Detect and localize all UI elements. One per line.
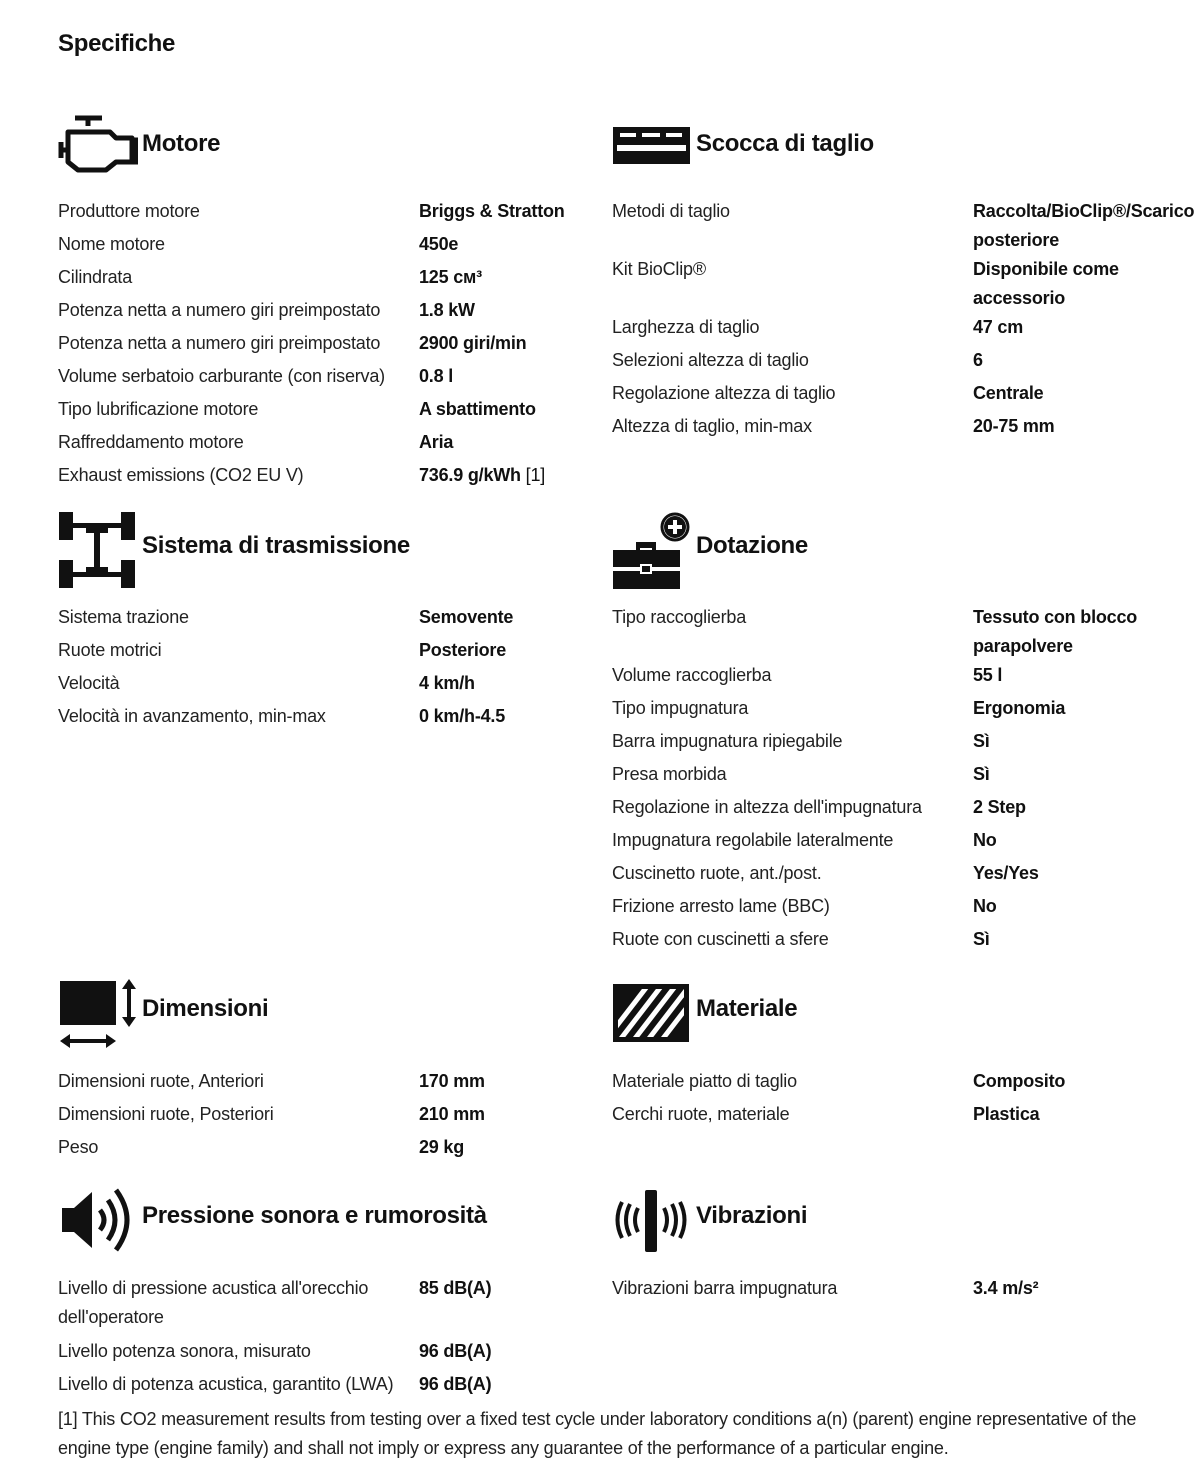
- spec-label: Tipo impugnatura: [612, 698, 749, 718]
- spec-row: [612, 1100, 1145, 1129]
- spec-value: Disponibile come accessorio: [973, 259, 1119, 308]
- spec-value: Plastica: [973, 1104, 1040, 1124]
- spec-label: Impugnatura regolabile lateralmente: [612, 830, 894, 850]
- spec-value: Raccolta/BioClip®/Scarico posteriore: [973, 201, 1195, 250]
- spec-row: [58, 329, 579, 358]
- spec-label: Potenza netta a numero giri preimpostato: [58, 300, 381, 320]
- spec-label: Nome motore: [58, 234, 165, 254]
- spec-label: Ruote motrici: [58, 640, 162, 660]
- spec-value: 47 cm: [973, 317, 1024, 337]
- spec-list: [612, 1067, 1145, 1129]
- spec-row: [58, 702, 579, 731]
- spec-row: [58, 197, 579, 226]
- spec-value: No: [973, 830, 997, 850]
- section-title: Sistema di trasmissione: [142, 532, 410, 559]
- spec-row: [58, 1370, 579, 1399]
- spec-value: Sì: [973, 764, 990, 784]
- spec-row: [58, 669, 579, 698]
- spec-row: [612, 379, 1145, 408]
- spec-label: Cerchi ruote, materiale: [612, 1104, 790, 1124]
- spec-value: 29 kg: [419, 1137, 465, 1157]
- spec-label: Altezza di taglio, min-max: [612, 416, 812, 436]
- spec-label: Volume serbatoio carburante (con riserva): [58, 366, 385, 386]
- spec-value: 96 dB(A): [419, 1341, 492, 1361]
- spec-list: [58, 1067, 579, 1162]
- spec-label: Kit BioClip®: [612, 259, 706, 279]
- engine-icon: [58, 110, 138, 190]
- spec-value: Semovente: [419, 607, 514, 627]
- spec-row: [612, 1067, 1145, 1096]
- spec-value: Centrale: [973, 383, 1044, 403]
- spec-value: 170 mm: [419, 1071, 485, 1091]
- spec-row: [58, 1133, 579, 1162]
- spec-label: Regolazione altezza di taglio: [612, 383, 836, 403]
- spec-label: Dimensioni ruote, Posteriori: [58, 1104, 274, 1124]
- section-title: Vibrazioni: [696, 1202, 808, 1229]
- page-title: Specifiche: [58, 30, 176, 57]
- spec-value: 4 km/h: [419, 673, 475, 693]
- spec-value: 96 dB(A): [419, 1374, 492, 1394]
- spec-label: Livello potenza sonora, misurato: [58, 1341, 311, 1361]
- spec-value: 210 mm: [419, 1104, 485, 1124]
- spec-list: [58, 1274, 579, 1399]
- drivetrain-icon: [58, 512, 138, 592]
- spec-label: Velocità in avanzamento, min-max: [58, 706, 326, 726]
- spec-label: Produttore motore: [58, 201, 200, 221]
- spec-label: Peso: [58, 1137, 99, 1157]
- spec-label: Tipo lubrificazione motore: [58, 399, 259, 419]
- spec-value: 125 см³: [419, 267, 482, 287]
- spec-value: 2 Step: [973, 797, 1026, 817]
- spec-label: Presa morbida: [612, 764, 727, 784]
- spec-row: [612, 412, 1145, 441]
- spec-row: [612, 859, 1145, 888]
- spec-row: [612, 197, 1195, 255]
- cutting-deck-icon: [612, 110, 692, 190]
- spec-row: [612, 727, 1145, 756]
- spec-row: [58, 428, 579, 457]
- spec-row: [58, 263, 579, 292]
- spec-row: [58, 603, 579, 632]
- spec-row: [58, 1067, 579, 1096]
- toolbox-plus-icon: [612, 512, 692, 592]
- spec-label: Cuscinetto ruote, ant./post.: [612, 863, 822, 883]
- spec-row: [612, 603, 1145, 661]
- spec-value: 1.8 kW: [419, 300, 475, 320]
- spec-label: Metodi di taglio: [612, 201, 730, 221]
- spec-row: [58, 362, 579, 391]
- vibration-icon: [612, 1182, 692, 1262]
- spec-label: Potenza netta a numero giri preimpostato: [58, 333, 381, 353]
- spec-label: Sistema trazione: [58, 607, 189, 627]
- spec-label: Velocità: [58, 673, 120, 693]
- spec-label: Dimensioni ruote, Anteriori: [58, 1071, 264, 1091]
- spec-value: 2900 giri/min: [419, 333, 527, 353]
- section-title: Motore: [142, 130, 221, 157]
- spec-row: [612, 793, 1145, 822]
- spec-value: Sì: [973, 929, 990, 949]
- spec-list: [58, 603, 579, 731]
- dimensions-icon: [58, 975, 138, 1055]
- spec-value: Posteriore: [419, 640, 507, 660]
- spec-row: [58, 1274, 579, 1332]
- section-title: Dimensioni: [142, 995, 269, 1022]
- spec-label: Vibrazioni barra impugnatura: [612, 1278, 838, 1298]
- spec-label: Materiale piatto di taglio: [612, 1071, 797, 1091]
- spec-value: 6: [973, 350, 983, 370]
- spec-label: Ruote con cuscinetti a sfere: [612, 929, 829, 949]
- footnote: [1] This CO2 measurement results from testing over a fixed test cycle under laboratory conditions a(n) (parent) engine representative of the engine type (engine family) and shall not imply or express any guarantee of the performance of a particular engine.: [58, 1409, 1137, 1458]
- spec-label: Volume raccoglierba: [612, 665, 772, 685]
- spec-row: [612, 826, 1145, 855]
- spec-list: [58, 197, 579, 490]
- spec-label: Tipo raccoglierba: [612, 607, 746, 627]
- spec-row: [58, 395, 579, 424]
- spec-row: [612, 892, 1145, 921]
- spec-label: Cilindrata: [58, 267, 133, 287]
- spec-label: Exhaust emissions (CO2 EU V): [58, 465, 304, 485]
- spec-list: [612, 197, 1195, 441]
- spec-value: Tessuto con blocco parapolvere: [973, 607, 1138, 656]
- spec-value: [419, 461, 579, 490]
- spec-row: [612, 760, 1145, 789]
- spec-label: Larghezza di taglio: [612, 317, 760, 337]
- spec-value: Aria: [419, 432, 454, 452]
- spec-row: [58, 1100, 579, 1129]
- section-title: Materiale: [696, 995, 798, 1022]
- section-title: Pressione sonora e rumorosità: [142, 1202, 487, 1229]
- spec-value: Yes/Yes: [973, 863, 1039, 883]
- spec-label: Livello di potenza acustica, garantito (LWA): [58, 1374, 394, 1394]
- spec-row: [612, 694, 1145, 723]
- spec-label: Regolazione in altezza dell'impugnatura: [612, 797, 922, 817]
- spec-value: 0 km/h-4.5: [419, 706, 506, 726]
- spec-label: Raffreddamento motore: [58, 432, 244, 452]
- spec-list: [612, 1274, 1145, 1303]
- spec-label: Livello di pressione acustica all'orecchio dell'operatore: [58, 1278, 369, 1327]
- spec-value: Sì: [973, 731, 990, 751]
- spec-row: [612, 346, 1145, 375]
- spec-label: Barra impugnatura ripiegabile: [612, 731, 843, 751]
- spec-row: [58, 1337, 579, 1366]
- spec-row: [612, 313, 1145, 342]
- spec-row: [58, 296, 579, 325]
- spec-row: [58, 461, 579, 490]
- spec-row: [612, 1274, 1145, 1303]
- spec-list: [612, 603, 1145, 954]
- spec-value: Briggs & Stratton: [419, 201, 565, 221]
- spec-value: 450e: [419, 234, 459, 254]
- spec-row: [58, 636, 579, 665]
- spec-value: 85 dB(A): [419, 1278, 492, 1298]
- spec-label: Selezioni altezza di taglio: [612, 350, 809, 370]
- speaker-icon: [58, 1182, 138, 1262]
- spec-value: 0.8 l: [419, 366, 454, 386]
- spec-row: [612, 925, 1145, 954]
- spec-row: [58, 230, 579, 259]
- spec-value: 3.4 m/s²: [973, 1278, 1039, 1298]
- footnote-reference: [1]: [520, 465, 546, 485]
- material-hatch-icon: [612, 975, 692, 1055]
- spec-value-text: 736.9 g/kWh: [419, 465, 521, 485]
- spec-value: 20-75 mm: [973, 416, 1055, 436]
- spec-label: Frizione arresto lame (BBC): [612, 896, 830, 916]
- spec-value: Ergonomia: [973, 698, 1066, 718]
- section-title: Dotazione: [696, 532, 808, 559]
- spec-value: Composito: [973, 1071, 1066, 1091]
- spec-value: No: [973, 896, 997, 916]
- section-title: Scocca di taglio: [696, 130, 874, 157]
- spec-value: A sbattimento: [419, 399, 536, 419]
- spec-row: [612, 255, 1145, 313]
- spec-row: [612, 661, 1145, 690]
- spec-value: 55 l: [973, 665, 1003, 685]
